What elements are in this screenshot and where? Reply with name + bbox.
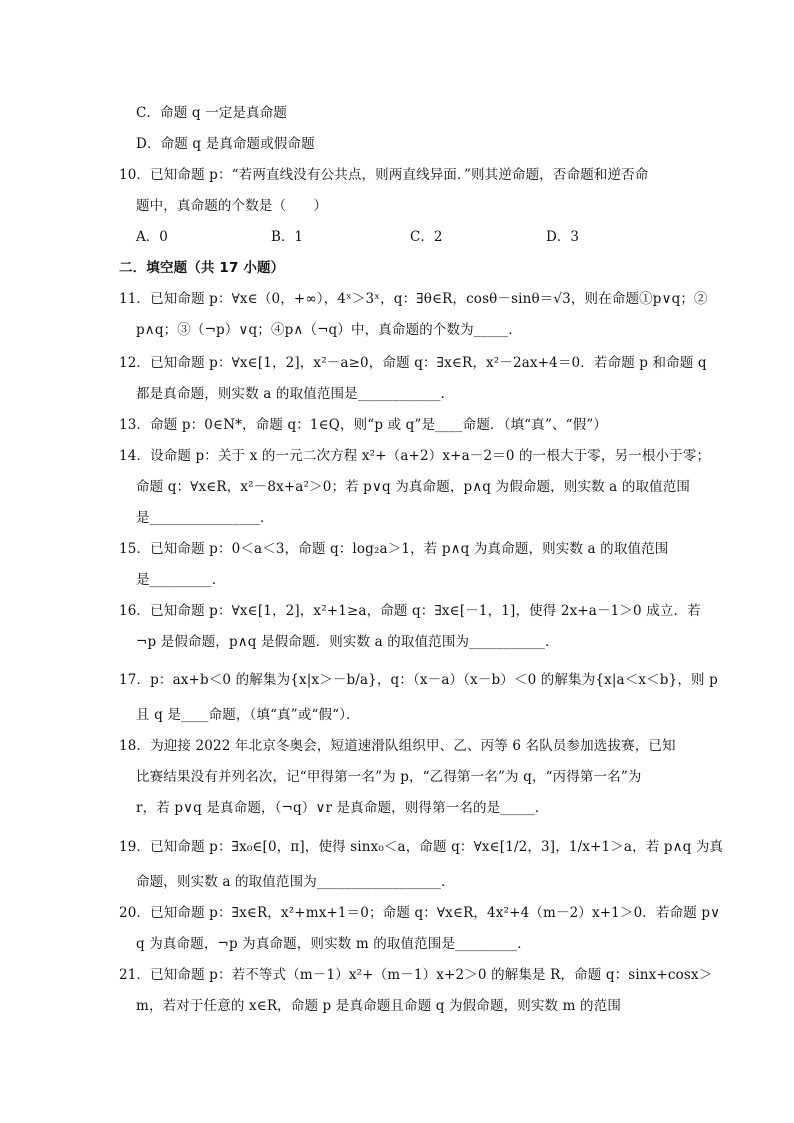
option-c-q9: C．命题 q 一定是真命题	[136, 105, 288, 121]
question-17-cont: 且 q 是____命题，（填“真”或“假“）．	[136, 707, 360, 723]
question-16-cont: ¬p 是假命题，p∧q 是假命题．则实数 a 的取值范围为___________．	[136, 634, 559, 650]
question-11: 11．已知命题 p：∀x∈（0，+∞），4ˣ＞3ˣ，q：∃θ∈R，cosθ－sinθ＝√3，则在命题①p∨q；②	[119, 291, 708, 307]
question-16: 16．已知命题 p：∀x∈[1，2]，x²+1≥a，命题 q：∃x∈[－1，1]，使得 2x+a－1＞0 成立．若	[119, 603, 701, 619]
question-10: 10．已知命题 p：“若两直线没有公共点，则两直线异面．”则其逆命题，否命题和逆否命	[119, 167, 649, 183]
question-18-cont: 比赛结果没有并列名次，记“甲得第一名”为 p，“乙得第一名”为 q，“丙得第一名”为	[136, 769, 642, 785]
question-13: 13．命题 p：0∈N*，命题 q：1∈Q，则“p 或 q”是____命题．（填“真”、“假”）	[119, 417, 608, 433]
question-20-cont: q 为真命题，¬p 为真命题，则实数 m 的取值范围是_________．	[136, 936, 531, 952]
option-c-q10: C．2	[410, 229, 443, 245]
question-12: 12．已知命题 p：∀x∈[1，2]，x²－a≥0，命题 q：∃x∈R，x²－2ax+4＝0．若命题 p 和命题 q	[119, 355, 707, 371]
question-14: 14．设命题 p：关于 x 的一元二次方程 x²+（a+2）x+a－2＝0 的一根大于零，另一根小于零；	[119, 448, 711, 464]
question-14-cont-2: 是________________．	[136, 510, 274, 526]
question-18: 18．为迎接 2022 年北京冬奥会，短道速滑队组织甲、乙、丙等 6 名队员参加选拔赛，已知	[119, 738, 676, 754]
question-21: 21．已知命题 p：若不等式（m－1）x²+（m－1）x+2＞0 的解集是 R，命题 q：sinx+cosx＞	[119, 967, 713, 983]
question-19: 19．已知命题 p：∃x₀∈[0，π]，使得 sinx₀＜a，命题 q：∀x∈[1/2，3]，1/x+1＞a，若 p∧q 为真	[119, 839, 724, 855]
option-d-q10: D．3	[546, 229, 579, 245]
option-a-q10: A．0	[136, 229, 168, 245]
question-19-cont: 命题，则实数 a 的取值范围为__________________．	[136, 874, 455, 890]
question-18-cont-2: r，若 p∨q 是真命题，（¬q）∨r 是真命题，则得第一名的是_____．	[136, 800, 549, 816]
option-b-q10: B．1	[271, 229, 304, 245]
question-15-cont: 是_________．	[136, 572, 226, 588]
question-10-cont: 题中，真命题的个数是（ ）	[136, 198, 328, 214]
question-11-cont: p∧q；③（¬p）∨q；④p∧（¬q）中，真命题的个数为_____．	[136, 322, 522, 338]
question-20: 20．已知命题 p：∃x∈R，x²+mx+1＝0；命题 q：∀x∈R，4x²+4（m－2）x+1＞0．若命题 p∨	[119, 905, 721, 921]
option-d-q9: D．命题 q 是真命题或假命题	[136, 136, 315, 152]
question-12-cont: 都是真命题，则实数 a 的取值范围是____________．	[136, 386, 455, 402]
question-21-cont: m，若对于任意的 x∈R，命题 p 是真命题且命题 q 为假命题，则实数 m 的范围	[136, 998, 621, 1014]
question-14-cont: 命题 q：∀x∈R，x²－8x+a²＞0；若 p∨q 为真命题，p∧q 为假命题，则实数 a 的取值范围	[136, 479, 691, 495]
section-heading-fill-in: 二．填空题（共 17 小题）	[119, 260, 285, 276]
question-17: 17．p：ax+b＜0 的解集为{x|x＞－b/a}，q：（x－a）（x－b）＜0 的解集为{x|a＜x＜b}，则 p	[119, 672, 718, 688]
question-15: 15．已知命题 p：0＜a＜3，命题 q：log₂a＞1，若 p∧q 为真命题，则实数 a 的取值范围	[119, 541, 669, 557]
